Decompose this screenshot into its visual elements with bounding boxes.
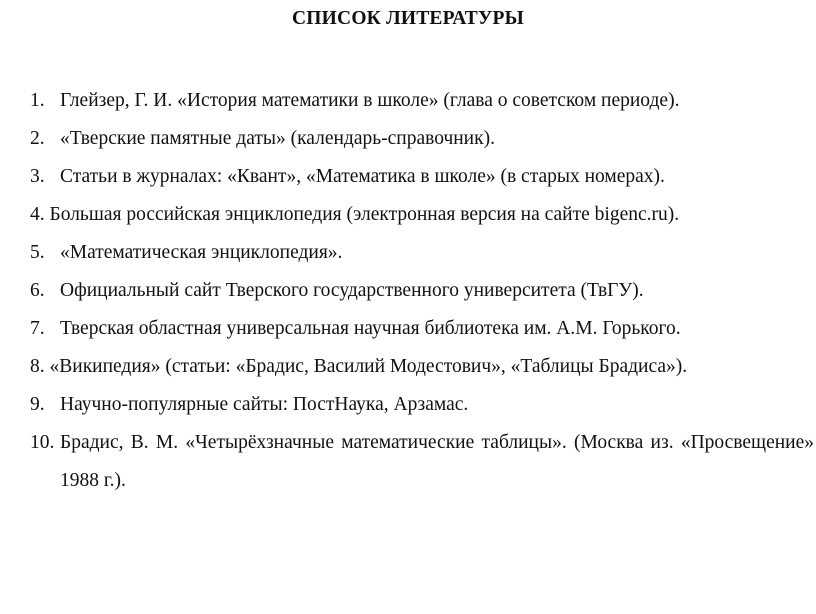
list-item-text: Научно-популярные сайты: ПостНаука, Арзамас.: [60, 394, 469, 415]
list-item-number: 7.: [30, 318, 45, 339]
list-item-text: Статьи в журналах: «Квант», «Математика в школе» (в старых номерах).: [60, 166, 665, 187]
list-item-number-inline: 4.: [30, 204, 50, 225]
list-item-text: «Математическая энциклопедия».: [60, 242, 343, 263]
list-item-text: Официальный сайт Тверского государственного университета (ТвГУ).: [60, 280, 644, 301]
list-item: [0, 310, 816, 348]
list-item-number: 2.: [30, 128, 45, 149]
list-item: [0, 424, 816, 500]
list-item-number: 5.: [30, 242, 45, 263]
list-item: [0, 272, 816, 310]
list-item-text: Брадис, В. М. «Четырёхзначные математические таблицы». (Москва из. «Просвещение» 1988 г.).: [60, 432, 814, 491]
reference-list: [0, 82, 816, 500]
list-item-text: Глейзер, Г. И. «История математики в школе» (глава о советском периоде).: [60, 90, 680, 111]
page-title: СПИСОК ЛИТЕРАТУРЫ: [292, 8, 524, 29]
list-item-number: 10.: [30, 432, 55, 453]
list-item: [0, 196, 816, 234]
list-item-text: 8. «Википедия» (статьи: «Брадис, Василий Модестович», «Таблицы Брадиса»).: [30, 356, 688, 377]
list-item-number: 9.: [30, 394, 45, 415]
list-item-text: 4. Большая российская энциклопедия (электронная версия на сайте bigenc.ru).: [30, 204, 680, 225]
list-item: [0, 158, 816, 196]
list-item: [0, 82, 816, 120]
list-item-number: 1.: [30, 90, 45, 111]
list-item: [0, 234, 816, 272]
list-item: [0, 348, 816, 386]
list-item-number: 3.: [30, 166, 45, 187]
list-item: [0, 386, 816, 424]
list-item-text: «Тверские памятные даты» (календарь-справочник).: [60, 128, 495, 149]
list-item-text: Тверская областная универсальная научная библиотека им. А.М. Горького.: [60, 318, 681, 339]
list-item-number-inline: 8.: [30, 356, 50, 377]
list-item-number: 6.: [30, 280, 45, 301]
list-item: [0, 120, 816, 158]
